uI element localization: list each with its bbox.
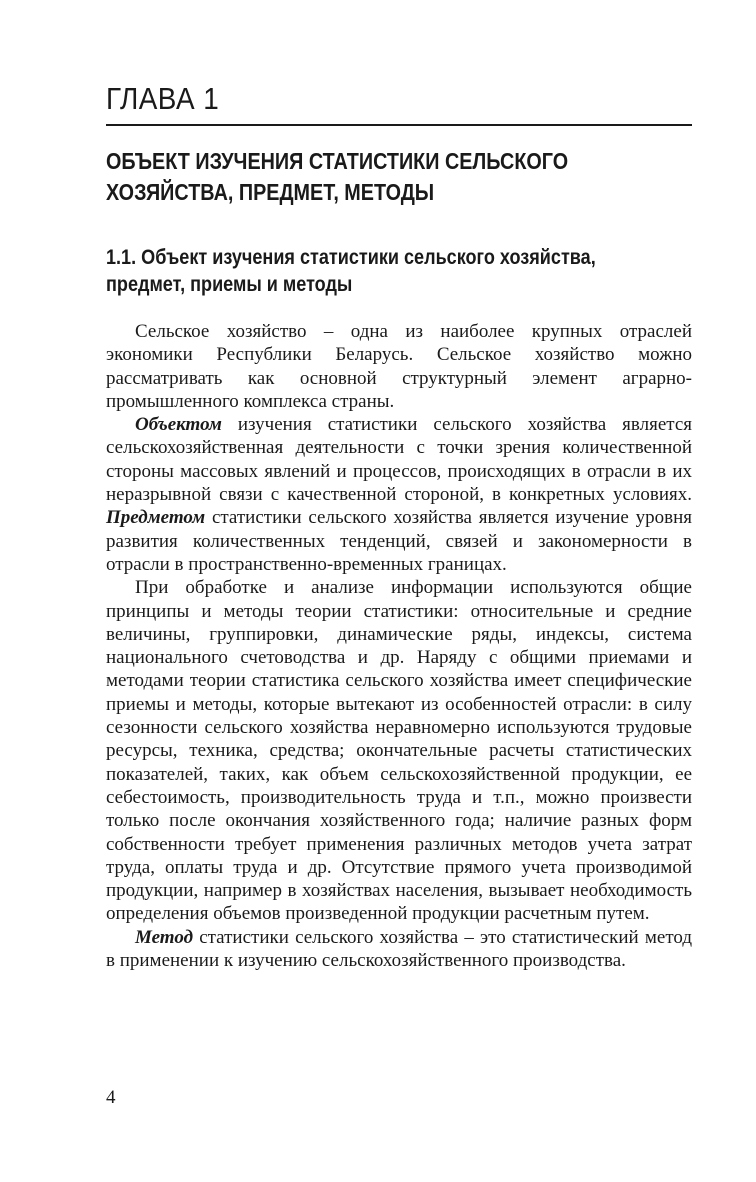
paragraph-2-text-1: изучения статистики сельского хозяйства является сельскохозяйственная деятельности с точки зрения количественной стороны массовых явлений и процессов, происходящих в отрасли в их неразрывной связи с качественной стороной, в конкретных условиях. <box>106 414 692 506</box>
body-text <box>106 320 692 972</box>
term-method: Метод <box>135 926 194 948</box>
paragraph-2-text-2: статистики сельского хозяйства является изучение уровня развития количественных тенденций, связей и закономерности в отрасли в пространственно-временных границах. <box>106 507 692 575</box>
term-subject: Предметом <box>106 507 206 529</box>
paragraph-3: При обработке и анализе информации используются общие принципы и методы теории статистики: относительные и средние величины, группировки, динамические ряды, индексы, система национального счетоводства и др. Наряду с общими приемами и методами теории статистика сельского хозяйства имеет специфические приемы и методы, которые вытекают из особенностей отрасли: в силу сезонности сельского хозяйства неравномерно используются трудовые ресурсы, техника, средства; окончательные расчеты статистических показателей, таких, как объем сельскохозяйственной продукции, ее себестоимость, производительность труда и т.п., можно произвести только после окончания хозяйственного года; наличие разных форм собственности требует применения различных методов учета затрат труда, оплаты труда и др. Отсутствие прямого учета производимой продукции, например в хозяйствах населения, вызывает необходимость определения объемов произведенной продукции расчетным путем. <box>106 577 692 925</box>
paragraph-2 <box>106 413 692 576</box>
paragraph-4 <box>106 926 692 973</box>
section-title <box>106 244 656 298</box>
chapter-title-line-2: ХОЗЯЙСТВА, ПРЕДМЕТ, МЕТОДЫ <box>106 179 435 205</box>
section-title-line-2: предмет, приемы и методы <box>106 273 353 296</box>
term-object: Объектом <box>135 414 222 436</box>
paragraph-1: Сельское хозяйство – одна из наиболее крупных отраслей экономики Республики Беларусь. Сельское хозяйство можно рассматривать как основной структурный элемент аграрно-промышленного комплекса страны. <box>106 321 692 412</box>
chapter-title-line-1: ОБЪЕКТ ИЗУЧЕНИЯ СТАТИСТИКИ СЕЛЬСКОГО <box>106 148 569 174</box>
chapter-label: ГЛАВА 1 <box>106 81 220 116</box>
paragraph-4-text: статистики сельского хозяйства – это статистический метод в применении к изучению сельскохозяйственного производства. <box>106 926 692 972</box>
chapter-title <box>106 146 622 208</box>
section-title-line-1: 1.1. Объект изучения статистики сельского хозяйства, <box>106 246 596 269</box>
page-number: 4 <box>106 1087 116 1108</box>
chapter-divider <box>106 124 692 126</box>
